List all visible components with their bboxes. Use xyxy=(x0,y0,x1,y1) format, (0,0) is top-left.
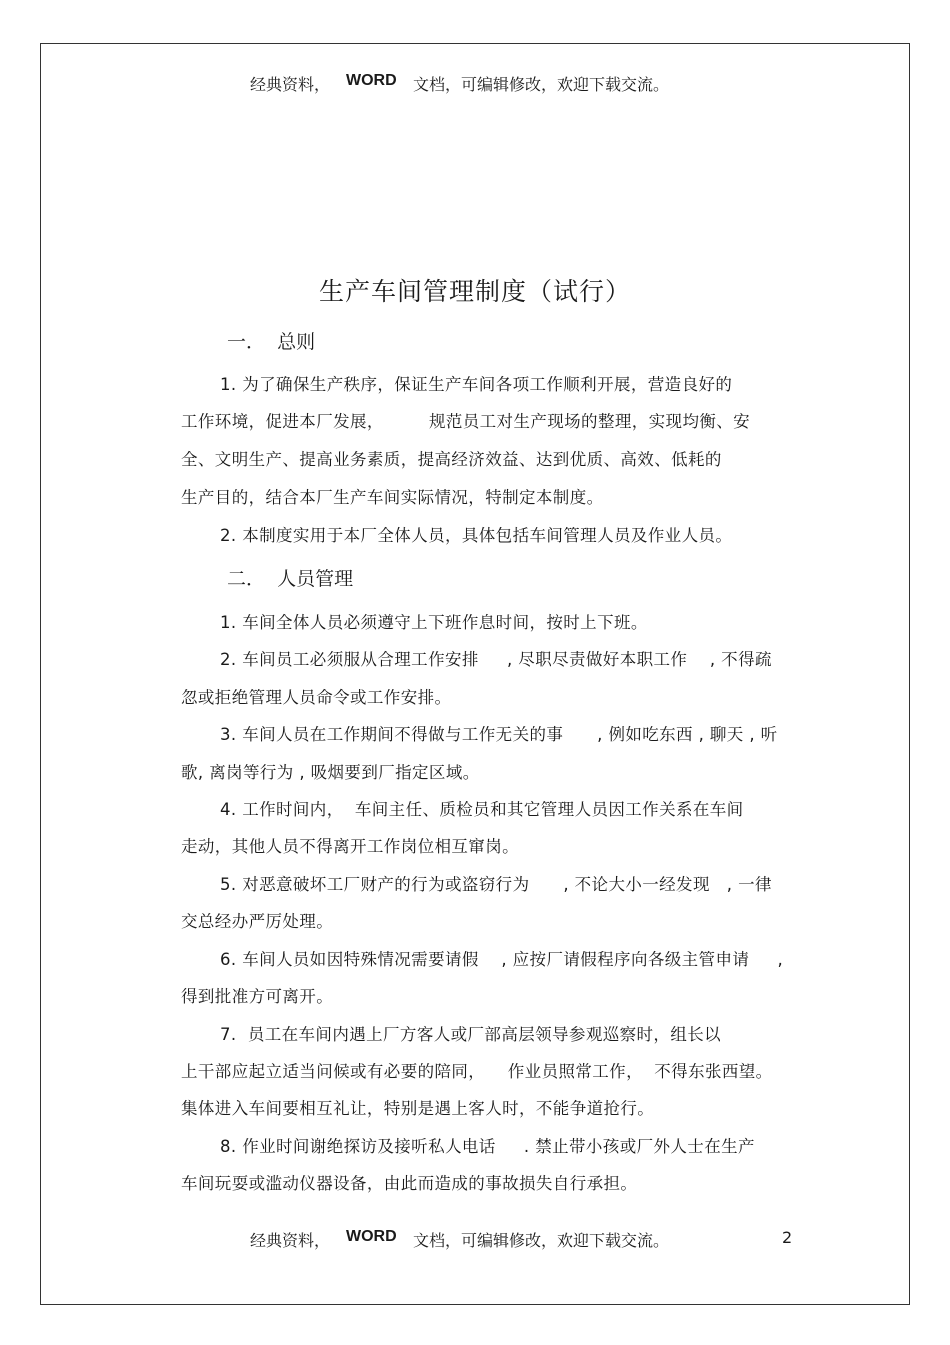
paragraph-line: 集体进入车间要相互礼让，特别是遇上客人时，不能争道抢行。 xyxy=(181,1099,655,1118)
footer-text-1: 经典资料， xyxy=(250,1231,331,1250)
paragraph-line: 歌, 离岗等行为 , 吸烟要到厂指定区域。 xyxy=(181,763,480,782)
paragraph-line: 忽或拒绝管理人员命令或工作安排。 xyxy=(181,688,452,707)
header-word: WORD xyxy=(346,72,397,89)
paragraph-line: 2. 车间员工必须服从合理工作安排 , 尽职尽责做好本职工作 , 不得疏 xyxy=(220,650,772,669)
paragraph-line: 6. 车间人员如因特殊情况需要请假 , 应按厂请假程序向各级主管申请 , xyxy=(220,950,784,969)
paragraph-line: 全、文明生产、提高业务素质，提高经济效益、达到优质、高效、低耗的 xyxy=(181,450,722,469)
header-text-1: 经典资料， xyxy=(250,75,331,94)
paragraph-line: 7. 员工在车间内遇上厂方客人或厂部高层领导参观巡察时，组长以 xyxy=(220,1025,722,1044)
paragraph-line: 走动，其他人员不得离开工作岗位相互窜岗。 xyxy=(181,837,519,856)
paragraph-line: 5. 对恶意破坏工厂财产的行为或盗窃行为 , 不论大小一经发现 , 一律 xyxy=(220,875,772,894)
paragraph-line: 1. 车间全体人员必须遵守上下班作息时间，按时上下班。 xyxy=(220,613,648,632)
section-heading-personnel: 二． 人员管理 xyxy=(227,568,354,590)
paragraph-line: 工作环境，促进本厂发展， 规范员工对生产现场的整理，实现均衡、安 xyxy=(181,412,751,431)
paragraph-line: 1. 为了确保生产秩序，保证生产车间各项工作顺利开展，营造良好的 xyxy=(220,375,733,394)
footer-text-2: 文档，可编辑修改，欢迎下载交流。 xyxy=(413,1231,670,1250)
paragraph-line: 生产目的，结合本厂生产车间实际情况，特制定本制度。 xyxy=(181,488,604,507)
paragraph-line: 8. 作业时间谢绝探访及接听私人电话 . 禁止带小孩或厂外人士在生产 xyxy=(220,1137,755,1156)
paragraph-line: 3. 车间人员在工作期间不得做与工作无关的事 , 例如吃东西 , 聊天 , 听 xyxy=(220,725,778,744)
paragraph-line: 4. 工作时间内， 车间主任、质检员和其它管理人员因工作关系在车间 xyxy=(220,800,744,819)
header-text-2: 文档，可编辑修改，欢迎下载交流。 xyxy=(413,75,670,94)
section-heading-general: 一． 总则 xyxy=(227,331,316,353)
page-number: 2 xyxy=(782,1228,793,1247)
paragraph-line: 得到批准方可离开。 xyxy=(181,987,334,1006)
paragraph-line: 2. 本制度实用于本厂全体人员，具体包括车间管理人员及作业人员。 xyxy=(220,526,733,545)
footer-word: WORD xyxy=(346,1228,397,1245)
paragraph-line: 交总经办严厉处理。 xyxy=(181,912,334,931)
paragraph-line: 车间玩耍或滥动仪器设备，由此而造成的事故损失自行承担。 xyxy=(181,1174,638,1193)
paragraph-line: 上干部应起立适当问候或有必要的陪同， 作业员照常工作， 不得东张西望。 xyxy=(181,1062,773,1081)
document-title: 生产车间管理制度（试行） xyxy=(318,277,631,306)
